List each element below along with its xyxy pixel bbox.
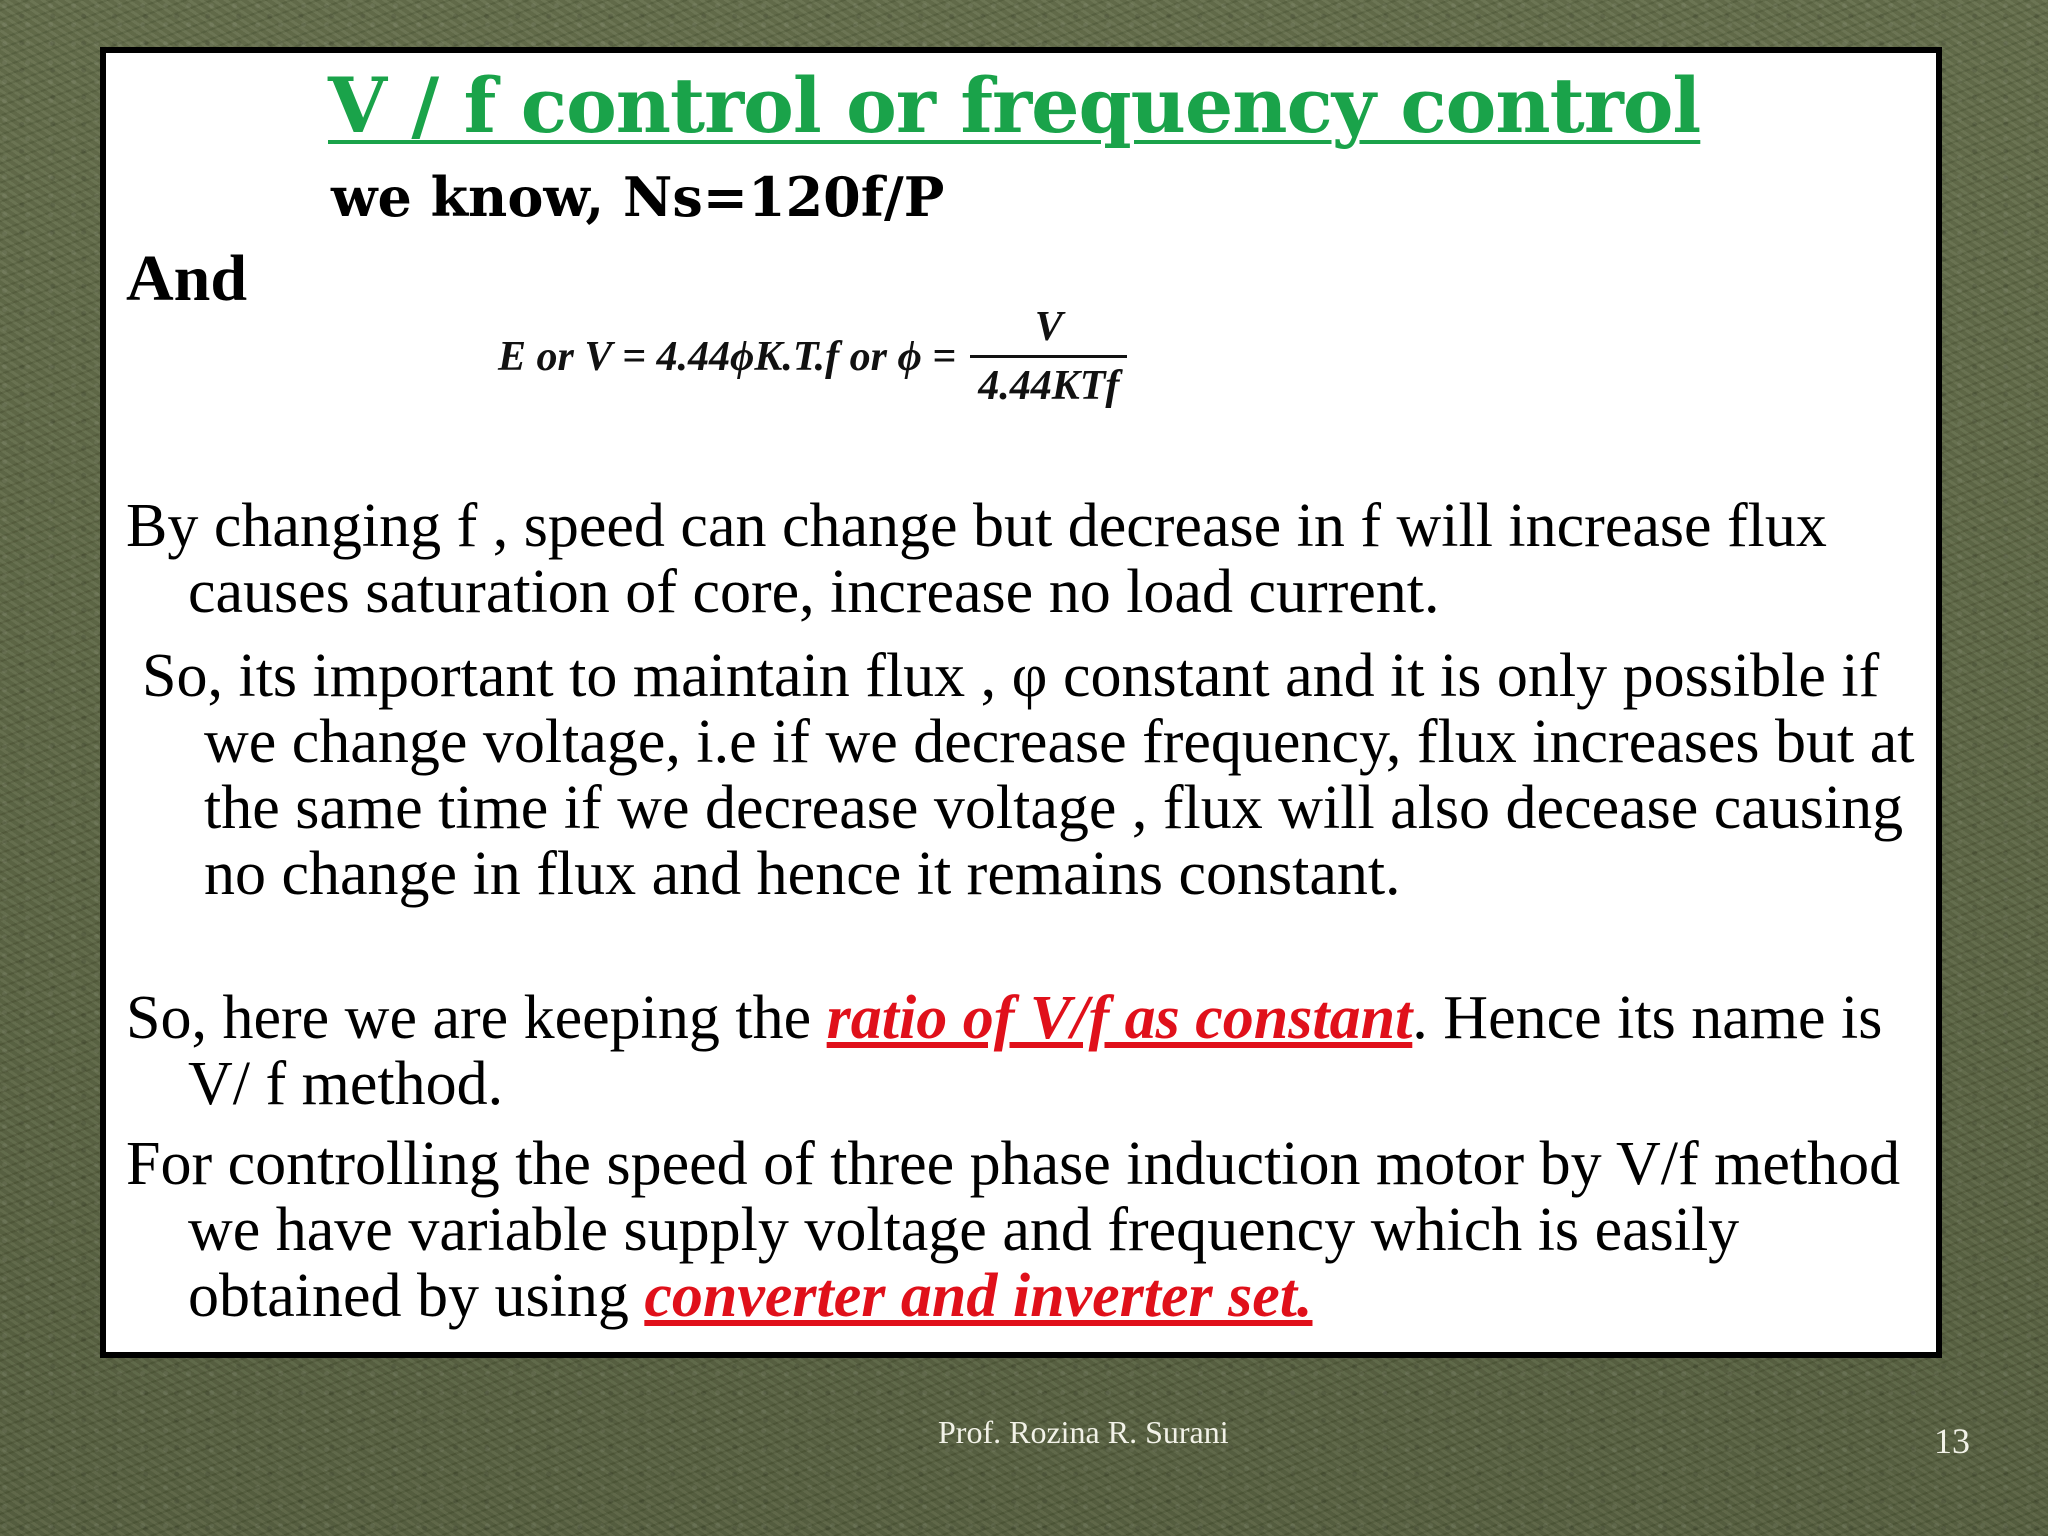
- text-run: For controlling the speed of three phase induction motor by V/f method we have variable supply voltage and frequency which is easily obtained by using: [126, 1130, 1901, 1330]
- emf-flux-equation: [498, 303, 1127, 410]
- fraction-denominator: 4.44KTf: [970, 355, 1127, 410]
- text-run: So, here we are keeping the: [126, 984, 827, 1052]
- highlight-converter: converter and inverter set.: [644, 1262, 1313, 1330]
- paragraph-text: [126, 1131, 1916, 1329]
- paragraph-text: [126, 985, 1916, 1117]
- paragraph-vf-ratio: [126, 985, 1916, 1117]
- paragraph-frequency-effect: [126, 493, 1916, 625]
- paragraph-text: By changing f , speed can change but decrease in f will increase flux causes saturation of core, increase no load current.: [126, 492, 1827, 626]
- footer-author: Prof. Rozina R. Surani: [938, 1414, 1229, 1450]
- and-label: And: [126, 242, 248, 315]
- fraction-numerator: V: [1034, 304, 1063, 350]
- paragraph-speed-control: [126, 1131, 1916, 1329]
- paragraph-constant-flux: [142, 643, 1916, 907]
- equation-fraction: [970, 303, 1127, 410]
- text-run: . Hence its name is V/ f method.: [188, 984, 1883, 1118]
- slide-title: V / f control or frequency control: [328, 61, 1701, 150]
- paragraph-text: So, its important to maintain flux , φ constant and it is only possible if we change voltage, i.e if we decrease frequency, flux increases but at the same time if we decrease voltage , flux will also decease causing no change in flux and hence it remains constant.: [142, 642, 1915, 908]
- synchronous-speed-formula: we know, Ns=120f/P: [331, 165, 945, 229]
- highlight-ratio: ratio of V/f as constant: [826, 984, 1413, 1052]
- page-number: 13: [1934, 1421, 1970, 1461]
- equation-lhs: E or V = 4.44ϕK.T.f or ϕ =: [498, 333, 957, 380]
- slide-panel: [100, 47, 1942, 1358]
